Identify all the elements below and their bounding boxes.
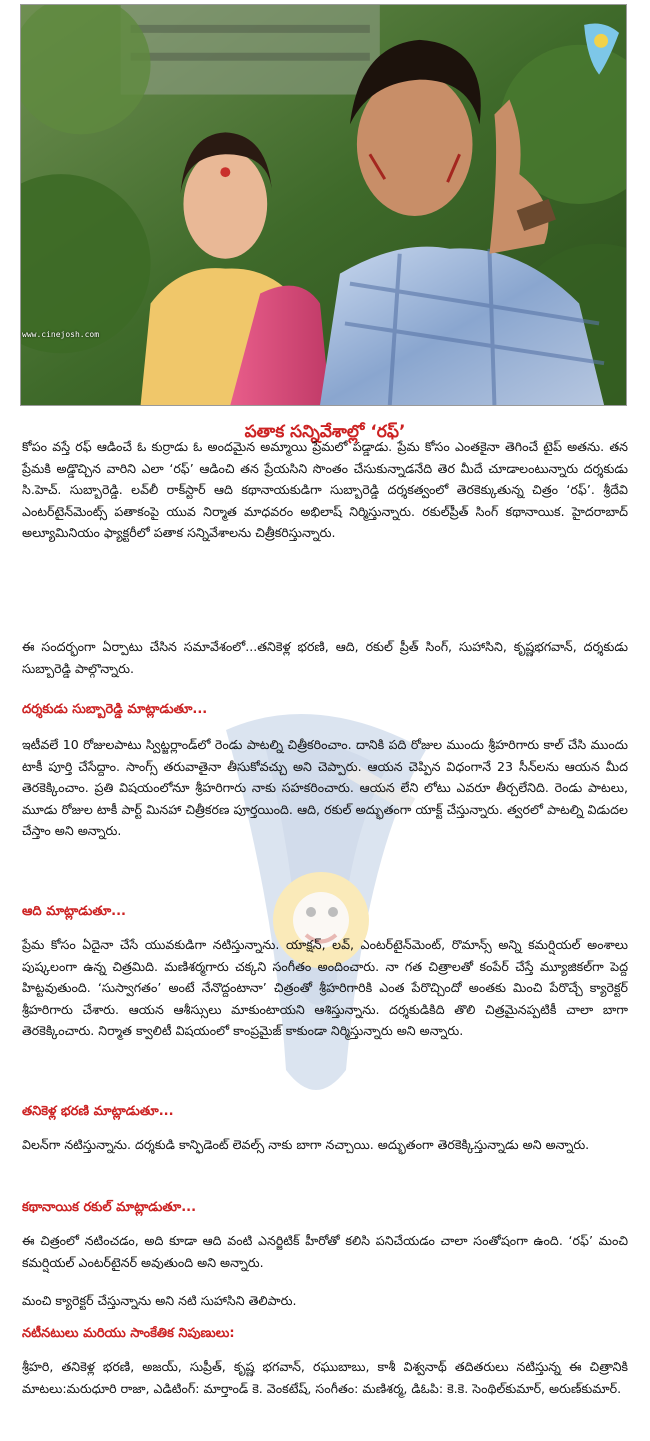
section-paragraph-tanikella: విలన్‌గా నటిస్తున్నాను. దర్శకుడి కాన్ఫిడెంట్‌ లెవల్స్‌ నాకు బాగా నచ్చాయి. అద్భుతంగా తెరకెక్కిస్తున్నాడు అని అన్నారు. [22,1137,590,1152]
section-paragraph-suhasini: మంచి క్యారెక్టర్‌ చేస్తున్నాను అని నటి సుహాసిని తెలిపారు. [22,1293,297,1308]
section-paragraph-cast-crew: శ్రీహరి, తనికెళ్ల భరణి, అజయ్‌, సుప్రీత్‌, కృష్ణ భగవాన్‌, రఘుబాబు, కాశీ విశ్వనాథ్‌ తదితరులు నటిస్తున్న ఈ చిత్రానికి మాటలు:మరుధూరి రాజా, ఎడిటింగ్‌: మార్తాండ్‌ కె. వెంకటేష్‌, సంగీతం: మణిశర్మ, డిఓపి: కె.కె. సెంథిల్‌కుమార్‌, అరుణ్‌కుమార్‌. [22,1359,628,1396]
intro-paragraph-1: కోపం వస్తే రఫ్‌ ఆడించే ఓ కుర్రాడు ఓ అందమైన అమ్మాయి ప్రేమలో పడ్డాడు. ప్రేమ కోసం ఎంతకైనా తెగించే టైప్‌ అతను. తన ప్రేమకి అడ్డొచ్చిన వారిని ఎలా ‘రఫ్‌’ ఆడించి తన ప్రేయసిని సొంతం చేసుకున్నాడనేది తెర మీదే చూడాలంటున్నారు దర్శకుడు సి.హెచ్‌. సుబ్బారెడ్డి. లవ్‌లీ రాక్‌స్టార్‌ ఆది కథానాయకుడిగా సుబ్బారెడ్డి దర్శకత్వంలో తెరకెక్కుతున్న చిత్రం ‘రఫ్‌’. శ్రీదేవి ఎంటర్‌టైన్‌మెంట్స్‌ పతాకంపై యువ నిర్మాత మాధవరం అభిలాష్‌ నిర్మిస్తున్నారు. రకుల్‌ప్రీత్‌ సింగ్‌ కథానాయిక. హైదరాబాద్‌ అల్యూమినియం ఫ్యాక్టరీలో పతాక సన్నివేశాలను చిత్రీకరిస్తున్నారు. [22,439,628,541]
section-paragraph-rakul: ఈ చిత్రంలో నటించడం, అది కూడా ఆది వంటి ఎనర్జిటిక్‌ హీరోతో కలిసి పనిచేయడం చాలా సంతోషంగా ఉంది. ‘రఫ్‌’ మంచి కమర్షియల్‌ ఎంటర్‌టైనర్‌ అవుతుంది అని అన్నారు. [22,1233,628,1270]
article-headline: పతాక సన్నివేశాల్లో ‘రఫ్‌’ [244,422,406,442]
section-paragraph-aadi: ప్రేమ కోసం ఏదైనా చేసే యువకుడిగా నటిస్తున్నాను. యాక్షన్‌, లవ్‌, ఎంటర్‌టైన్‌మెంట్‌, రొమాన్స్‌ అన్ని కమర్షియల్‌ అంశాలు పుష్కలంగా ఉన్న చిత్రమిది. మణిశర్మగారు చక్కని సంగీతం అందించారు. నా గత చిత్రాలతో కంపేర్‌ చేస్తే మ్యూజికల్‌గా పెద్ద హిట్టవుతుంది. ‘సుస్వాగతం’ అంటే నేనొద్దంటానా’ చిత్రంతో శ్రీహరిగారికి ఎంత పేరొచ్చిందో అంతకు మించి పేరొచ్చే క్యారెక్టర్‌ శ్రీహరిగారు చేశారు. ఆయన ఆశీస్సులు మాకుంటాయని ఆశిస్తున్నాను. దర్శకుడికిది తొలి చిత్రమైనప్పటికీ చాలా బాగా తెరకెక్కించారు. నిర్మాత క్వాలిటీ విషయంలో కాంప్రమైజ్‌ కాకుండా నిర్మిస్తున్నారు అని అన్నారు. [22,937,628,1039]
section-heading-aadi: ఆది మాట్లాడుతూ... [22,904,126,919]
section-heading-tanikella: తనికెళ్ల భరణి మాట్లాడుతూ... [22,1104,174,1119]
background-building [121,5,380,95]
woman-face [183,149,267,258]
photo-watermark-url: www.cinejosh.com [22,330,100,339]
section-heading-rakul: కథానాయిక రకుల్‌ మాట్లాడుతూ... [22,1200,197,1215]
movie-still-photo [20,4,627,406]
section-heading-cast-crew: నటీనటులు మరియు సాంకేతిక నిపుణులు: [22,1326,235,1341]
photo-illustration [21,5,626,405]
section-heading-director: దర్శకుడు సుబ్బారెడ్డి మాట్లాడుతూ... [22,702,208,717]
section-paragraph-director: ఇటీవలే 10 రోజులపాటు స్విట్జర్లాండ్‌లో రెండు పాటల్ని చిత్రీకరించాం. దానికి పది రోజుల ముందు శ్రీహరిగారు కాల్‌ చేసి ముందు టాకీ పూర్తి చేసేద్దాం. సాంగ్స్‌ తరువాతైనా తీసుకోవచ్చు అని చెప్పారు. ఆయన చెప్పిన విధంగానే 23 సీన్‌లను ఆయన మీద తెరకెక్కించాం. ప్రతి విషయంలోనూ శ్రీహరిగారు నాకు సహకరించారు. ఆయన లేని లోటు ఎవరూ తీర్చలేనిది. రెండు పాటలు, మూడు రోజుల టాకీ పార్ట్‌ మినహా చిత్రీకరణ పూర్తయింది. ఆది, రకుల్‌ అద్భుతంగా యాక్ట్‌ చేస్తున్నారు. త్వరలో పాటల్ని విడుదల చేస్తాం అని అన్నారు. [22,737,628,839]
intro-paragraph-2: ఈ సందర్భంగా ఏర్పాటు చేసిన సమావేశంలో...తనికెళ్ల భరణి, ఆది, రకుల్‌ ప్రీత్‌ సింగ్‌, సుహాసిని, కృష్ణభగవాన్‌, దర్శకుడు సుబ్బారెడ్డి పాల్గొన్నారు. [22,639,628,676]
